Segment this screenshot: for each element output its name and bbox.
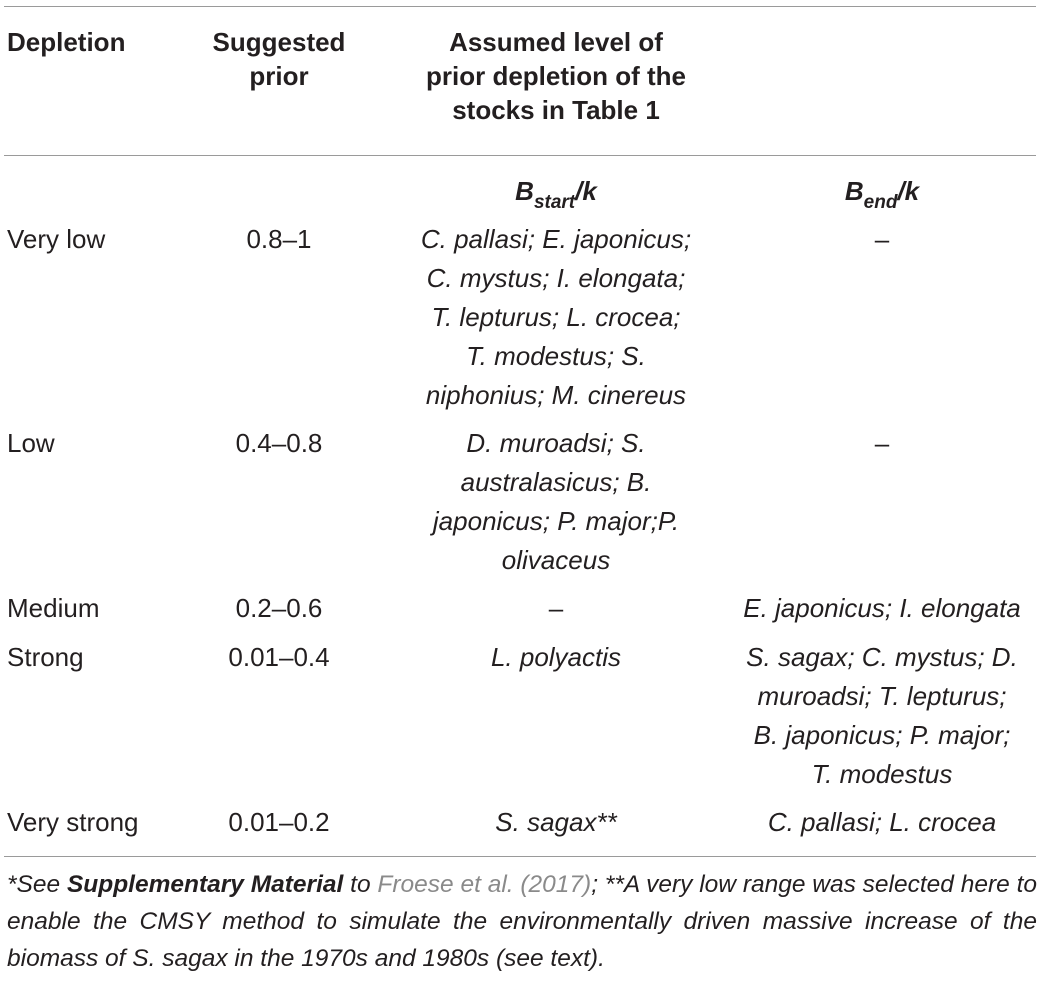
header-assumed-line3: stocks in Table 1 xyxy=(452,95,660,125)
table-header-rule xyxy=(4,155,1036,156)
bend-suffix: /k xyxy=(897,176,920,206)
footnote-part2: to xyxy=(343,871,378,898)
bstart-line: T. lepturus; L. crocea; xyxy=(431,302,681,332)
bstart-main: B xyxy=(515,176,534,206)
row-medium-bend: E. japonicus; I. elongata xyxy=(743,593,1021,623)
header-assumed-line2: prior depletion of the xyxy=(426,61,686,91)
row-strong-prior: 0.01–0.4 xyxy=(228,642,330,672)
row-very-strong-prior: 0.01–0.2 xyxy=(228,807,330,837)
footnote-part1: *See xyxy=(7,871,67,898)
subheader-bstart xyxy=(392,172,720,214)
row-low-bstart xyxy=(392,424,720,580)
bstart-line: japonicus; P. major;P. xyxy=(432,506,680,536)
footnote-part3: ; **A very low range was selected here to enable the CMSY method to simulate the environmentally driven massive increase of the biomass of S. sagax in the 1970s and 1980s (see text). xyxy=(7,871,1038,972)
row-strong-bend xyxy=(722,638,1040,794)
row-very-low-prior: 0.8–1 xyxy=(246,224,312,254)
row-low-depletion: Low xyxy=(7,428,55,458)
row-very-low-bstart xyxy=(392,220,720,415)
subheader-bend xyxy=(722,172,1040,214)
bstart-line: australasicus; B. xyxy=(460,467,652,497)
bstart-line: C. pallasi; E. japonicus; xyxy=(420,224,692,254)
footnote-supplementary: Supplementary Material xyxy=(66,871,344,898)
row-medium-prior: 0.2–0.6 xyxy=(235,593,323,623)
row-medium-depletion: Medium xyxy=(7,593,100,623)
footnote-citation-link[interactable]: Froese et al. (2017) xyxy=(377,871,592,898)
row-very-low-bend: – xyxy=(874,224,890,254)
bend-line: muroadsi; T. lepturus; xyxy=(757,681,1007,711)
header-suggested-prior xyxy=(196,25,362,93)
header-assumed-line1: Assumed level of xyxy=(449,27,663,57)
bstart-sub: start xyxy=(533,192,576,213)
row-low-bend: – xyxy=(874,428,890,458)
header-suggested-prior-line2: prior xyxy=(249,61,309,91)
bstart-line: T. modestus; S. xyxy=(466,341,646,371)
bstart-line: C. mystus; I. elongata; xyxy=(426,263,686,293)
bend-line: T. modestus xyxy=(811,759,953,789)
row-very-strong-depletion: Very strong xyxy=(7,807,139,837)
header-depletion: Depletion xyxy=(7,27,126,57)
row-very-low-depletion: Very low xyxy=(7,224,106,254)
table-top-rule xyxy=(4,6,1036,7)
row-strong-depletion: Strong xyxy=(7,642,84,672)
bstart-line: niphonius; M. cinereus xyxy=(425,380,687,410)
table-footnote xyxy=(7,866,1037,977)
bend-line: S. sagax; C. mystus; D. xyxy=(746,642,1018,672)
row-low-prior: 0.4–0.8 xyxy=(235,428,323,458)
bstart-line: D. muroadsi; S. xyxy=(466,428,646,458)
header-suggested-prior-line1: Suggested xyxy=(212,27,346,57)
row-medium-bstart: – xyxy=(548,593,564,623)
bend-main: B xyxy=(844,176,864,206)
bend-line: B. japonicus; P. major; xyxy=(753,720,1011,750)
header-assumed-level xyxy=(372,25,740,127)
row-strong-bstart: L. polyactis xyxy=(490,642,622,672)
bend-sub: end xyxy=(863,192,898,213)
row-very-strong-bstart: S. sagax** xyxy=(495,807,617,837)
bstart-line: olivaceus xyxy=(501,545,611,575)
bstart-suffix: /k xyxy=(575,176,597,206)
row-very-strong-bend: C. pallasi; L. crocea xyxy=(767,807,997,837)
table-bottom-rule xyxy=(4,856,1036,857)
